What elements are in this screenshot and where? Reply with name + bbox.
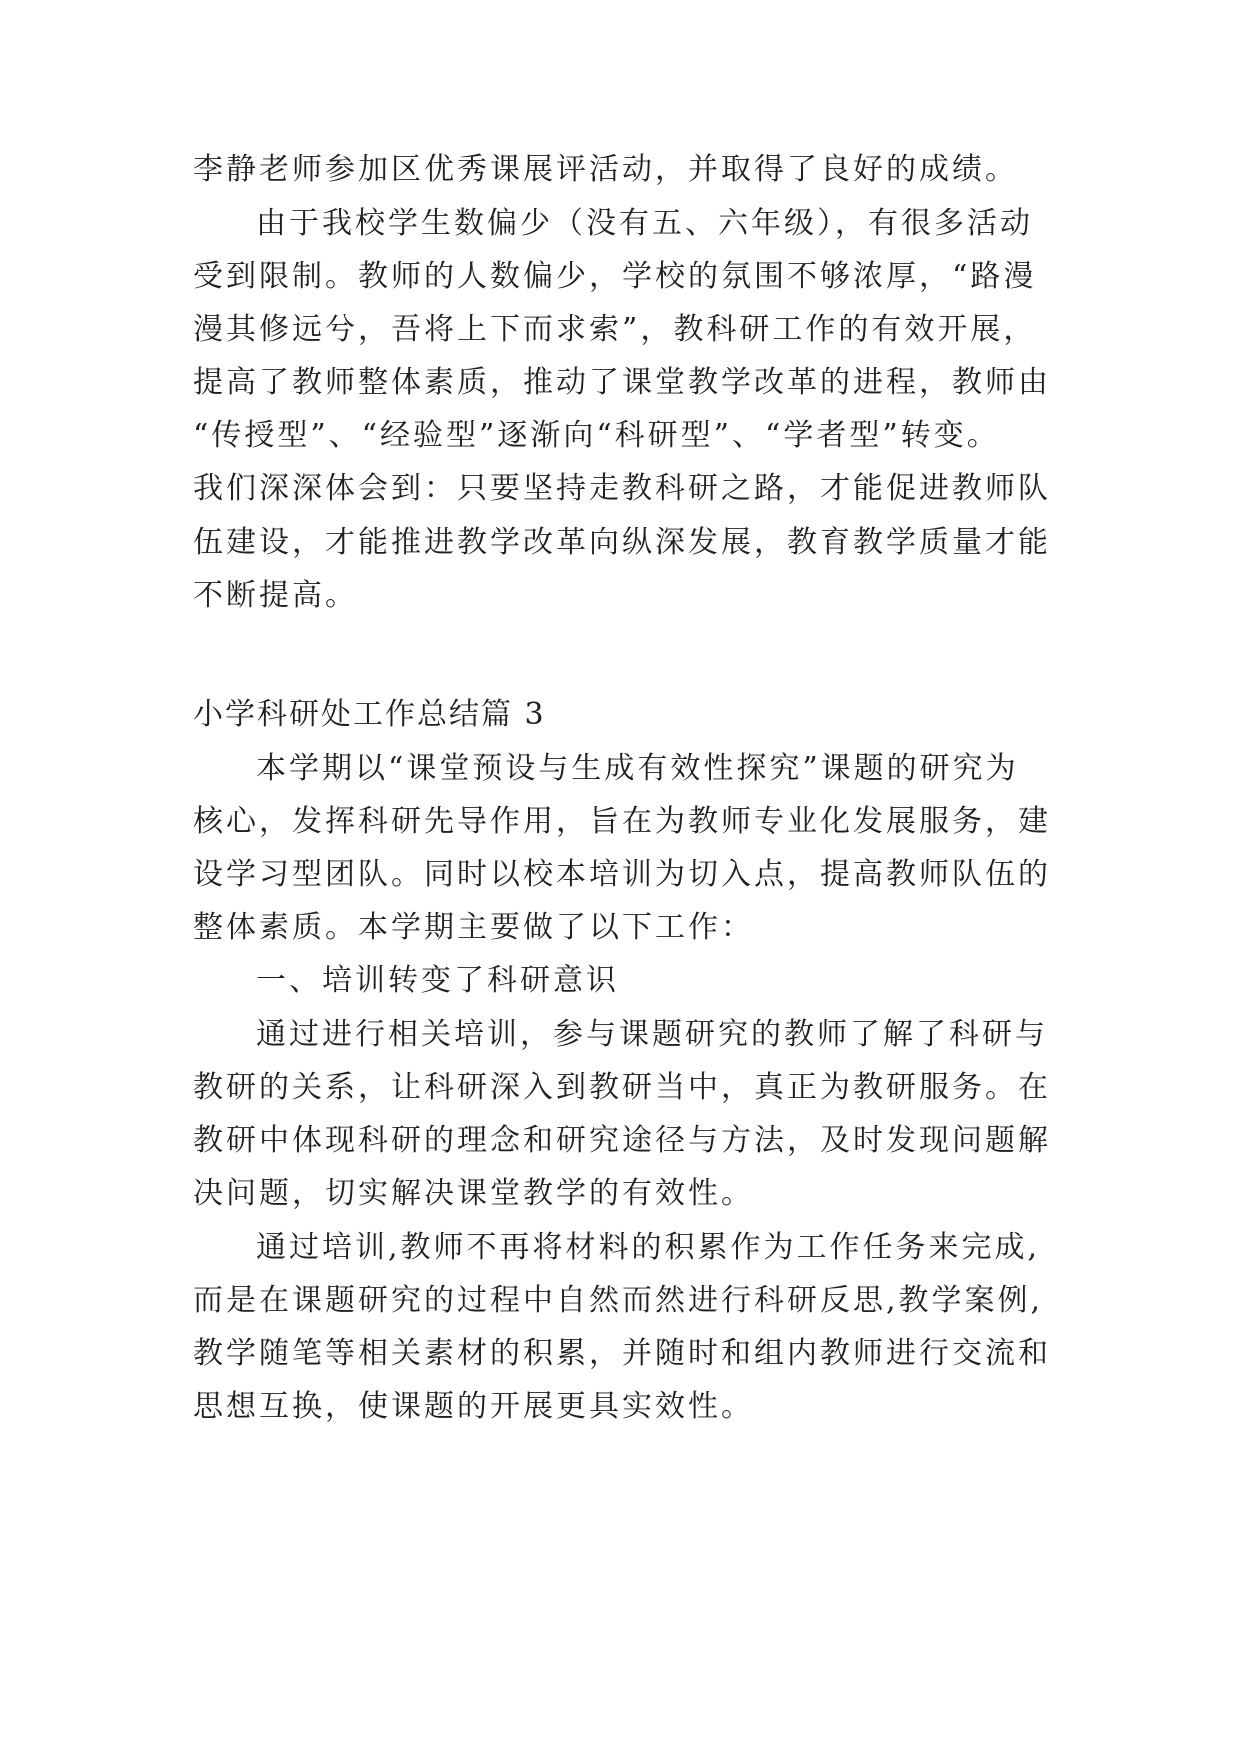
text-line: 漫其修远兮，吾将上下而求索”，教科研工作的有效开展，	[193, 312, 1037, 347]
text-line: 决问题，切实解决课堂教学的有效性。	[193, 1176, 754, 1211]
text-line: 教学随笔等相关素材的积累，并随时和组内教师进行交流和	[193, 1336, 1051, 1371]
text-line: 核心，发挥科研先导作用，旨在为教师专业化发展服务，建	[193, 804, 1051, 839]
text-line: “传授型”、“经验型”逐渐向“科研型”、“学者型”转变。	[193, 418, 1000, 453]
paragraph-first-line: 本学期以“课堂预设与生成有效性探究”课题的研究为	[256, 751, 1019, 786]
text-line: 李静老师参加区优秀课展评活动，并取得了良好的成绩。	[193, 152, 1018, 187]
text-line: 我们深深体会到：只要坚持走教科研之路，才能促进教师队	[193, 471, 1051, 506]
text-line: 而是在课题研究的过程中自然而然进行科研反思,教学案例,	[193, 1283, 1044, 1318]
section-title: 小学科研处工作总结篇 3	[193, 697, 546, 732]
text-line: 伍建设，才能推进教学改革向纵深发展，教育教学质量才能	[193, 525, 1051, 560]
text-line: 提高了教师整体素质，推动了课堂教学改革的进程，教师由	[193, 365, 1051, 400]
text-line: 思想互换，使课题的开展更具实效性。	[193, 1389, 754, 1424]
paragraph-first-line: 通过培训,教师不再将材料的积累作为工作任务来完成,	[256, 1230, 1041, 1265]
text-line: 设学习型团队。同时以校本培训为切入点，提高教师队伍的	[193, 857, 1051, 892]
paragraph-first-line: 由于我校学生数偏少（没有五、六年级），有很多活动	[256, 206, 1033, 241]
paragraph-first-line: 通过进行相关培训，参与课题研究的教师了解了科研与	[256, 1017, 1048, 1052]
text-line: 教研的关系，让科研深入到教研当中，真正为教研服务。在	[193, 1070, 1051, 1105]
text-line: 整体素质。本学期主要做了以下工作：	[193, 910, 754, 945]
text-line: 受到限制。教师的人数偏少，学校的氛围不够浓厚，“路漫	[193, 259, 1037, 294]
text-line: 教研中体现科研的理念和研究途径与方法，及时发现问题解	[193, 1123, 1051, 1158]
text-line: 不断提高。	[193, 578, 358, 613]
subheading: 一、培训转变了科研意识	[256, 963, 619, 998]
